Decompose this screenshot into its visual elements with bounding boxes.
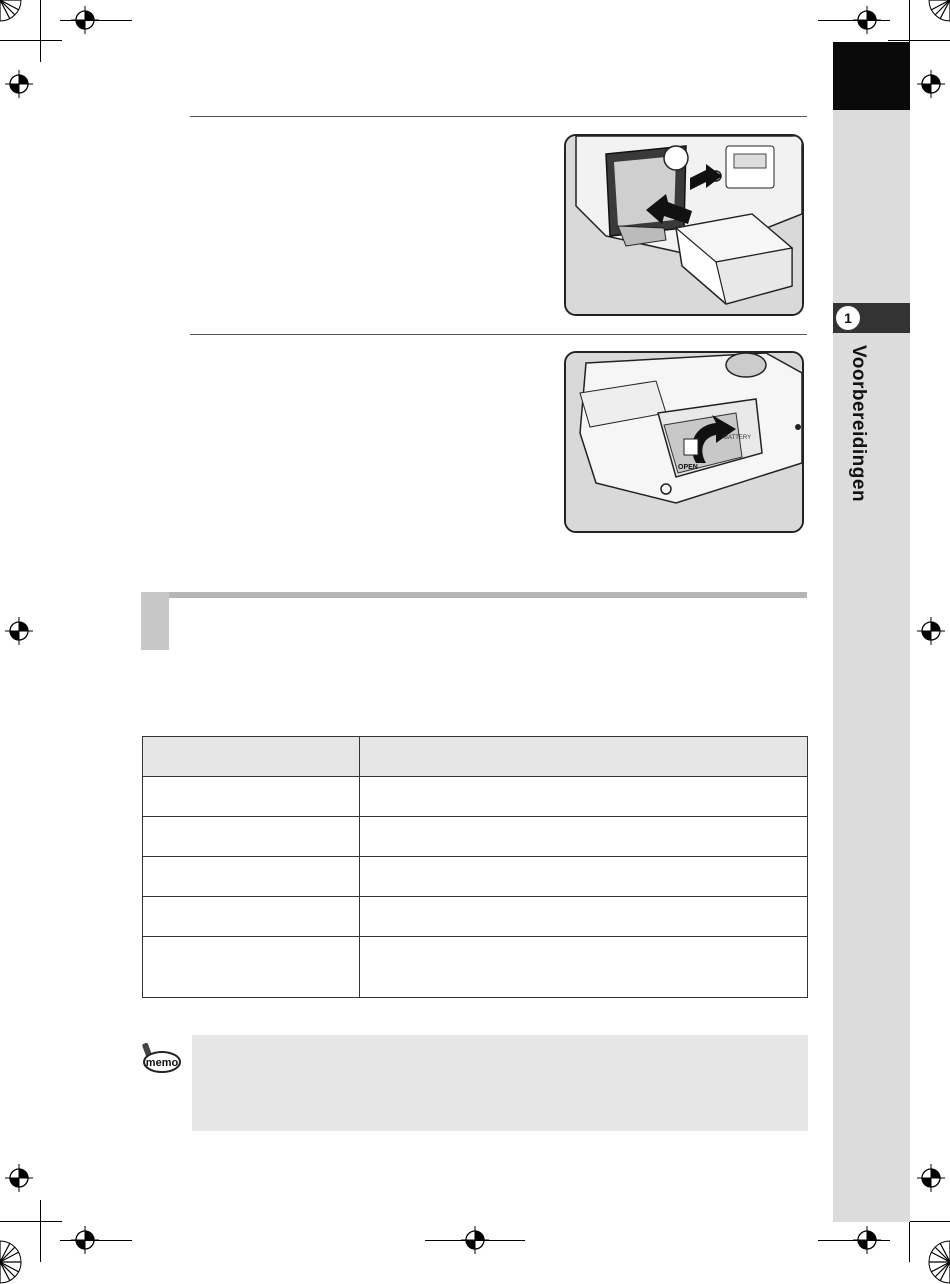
table-cell — [360, 817, 808, 857]
color-target-icon — [0, 0, 22, 22]
battery-insert-illustration — [564, 134, 804, 316]
camera-battery-cover-icon — [566, 353, 802, 531]
registration-mark-icon — [917, 70, 945, 98]
camera-battery-insert-icon — [566, 136, 802, 314]
registration-mark-icon — [5, 1164, 33, 1192]
registration-mark-icon — [5, 70, 33, 98]
step-divider — [190, 334, 807, 335]
section-heading-marker — [141, 592, 169, 650]
registration-mark-icon — [917, 617, 945, 645]
table-cell — [143, 857, 360, 897]
table-header-row — [143, 737, 808, 777]
table-cell — [360, 937, 808, 998]
table-row — [143, 937, 808, 998]
table-header-cell — [360, 737, 808, 777]
chapter-thumb-tab — [833, 42, 910, 110]
table-row — [143, 857, 808, 897]
table-cell — [360, 897, 808, 937]
registration-mark-icon — [71, 6, 99, 34]
registration-mark-icon — [71, 1226, 99, 1254]
table-cell — [360, 777, 808, 817]
chapter-title: Voorbereidingen — [848, 345, 869, 503]
memo-box — [192, 1035, 808, 1131]
color-target-icon — [928, 0, 950, 22]
chapter-number-tab — [833, 303, 910, 333]
spec-table — [142, 736, 808, 998]
registration-mark-icon — [5, 617, 33, 645]
battery-label: BATTERY — [724, 435, 752, 441]
table-cell — [143, 817, 360, 857]
step-divider — [190, 116, 807, 117]
table-row — [143, 897, 808, 937]
memo-icon-label: memo — [145, 1057, 179, 1069]
section-heading-bar — [141, 592, 807, 598]
registration-mark-icon — [917, 1164, 945, 1192]
table-header-cell — [143, 737, 360, 777]
chapter-number: 1 — [836, 306, 860, 330]
registration-mark-icon — [853, 1226, 881, 1254]
color-target-icon — [0, 1240, 22, 1284]
chapter-side-strip — [833, 42, 910, 1222]
memo-icon — [140, 1040, 182, 1074]
open-label: OPEN — [678, 464, 698, 471]
table-row — [143, 817, 808, 857]
table-cell — [360, 857, 808, 897]
registration-mark-icon — [461, 1226, 489, 1254]
registration-mark-icon — [853, 6, 881, 34]
table-cell — [143, 777, 360, 817]
table-row — [143, 777, 808, 817]
color-target-icon — [928, 1240, 950, 1284]
table-cell — [143, 897, 360, 937]
battery-cover-close-illustration — [564, 351, 804, 533]
table-cell — [143, 937, 360, 998]
